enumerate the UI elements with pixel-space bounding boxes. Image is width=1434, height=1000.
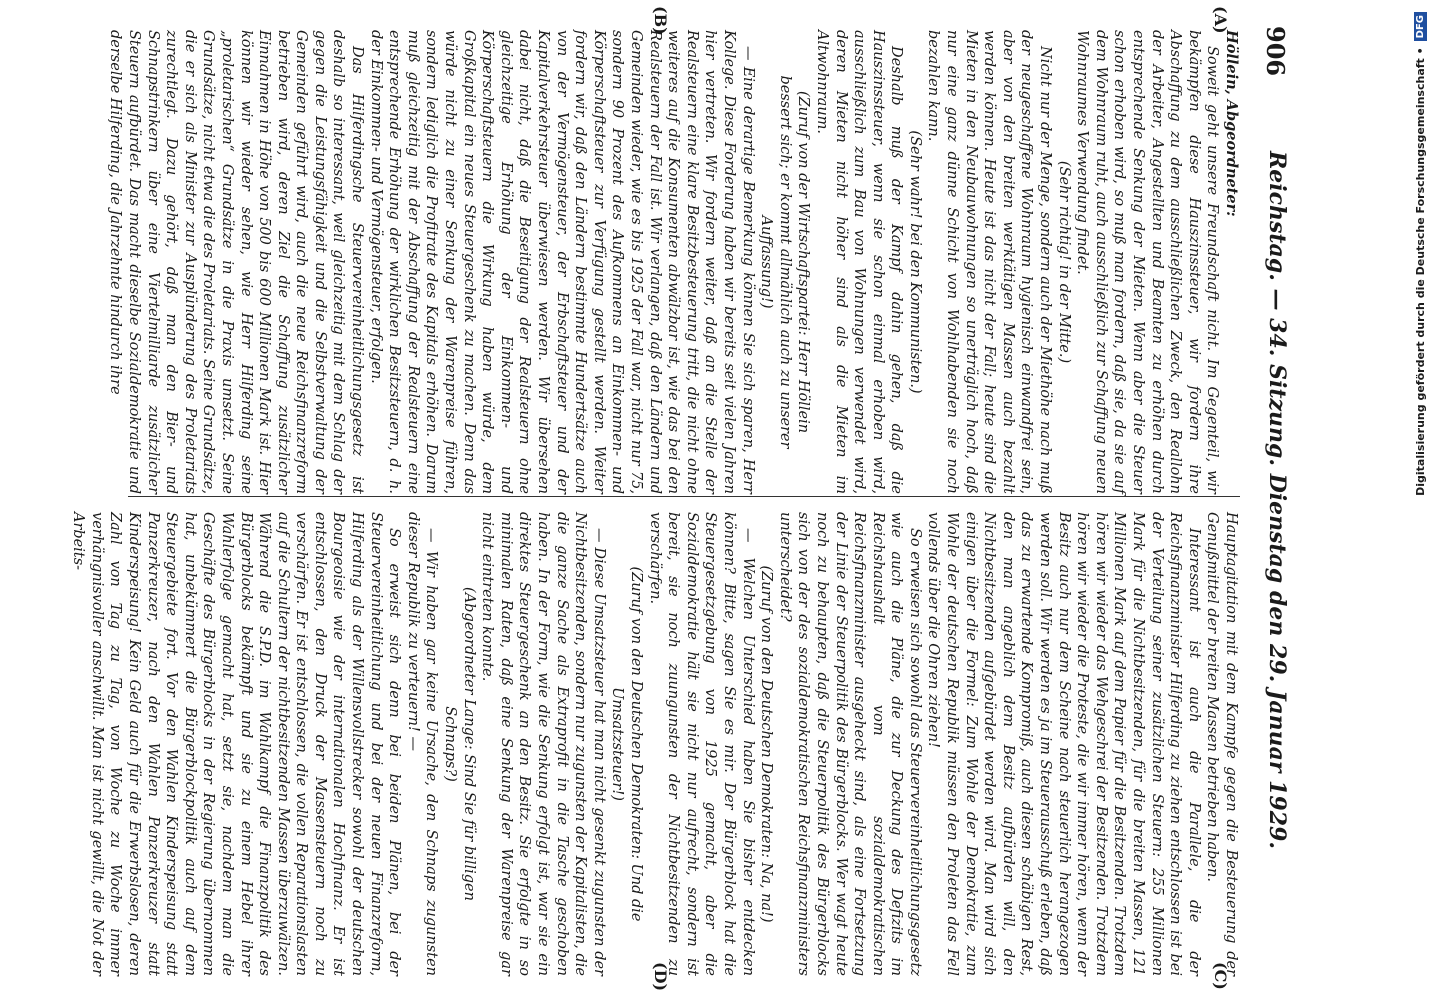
- interjection: (Sehr wahr! bei den Kommunisten.): [906, 130, 923, 394]
- margin-marker-d: (D): [651, 962, 670, 992]
- paragraph: Das Hilferdingsche Steuervereinheitlichungsgesetz ist deshalb so interessant, weil gleichzeitig mit dem Schlag der gegen die Leistungsfähigkeit und die Selbstverwaltung der Gemeinden geführt wird, auch die neue Reichsfinanzreform betrieben wird, deren Ziel die Schaffung zusätzlicher Einnahmen in Höhe von 500 bis 600 Millionen Mark ist. Hier können wir wieder sehen, wie Herr Hilferding seine „proletarischen“ Grundsätze in die Praxis umsetzt. Seine Grundsätze, nicht etwa die des Proletariats. Seine Grundsätze, die er sich als Minister zur Ausplünderung des Proletariats zurechtlegt. Dazu gehört, daß man den Bier- und Schnapstrinkern über eine Viertelmilliarde zusätzlicher Steuern aufbürdet. Das macht dieselbe Sozialdemokratie und derselbe Hilferding, die Jahrzehnte hindurch ihre: [107, 30, 366, 494]
- paragraph: Interessant ist auch die Parallele, die der Reichsfinanzminister Hilferding zu ziehen entschlossen ist bei der Verteilung seiner zusätzlichen Steuern: 255 Millionen Mark für die Nichtbesitzenden, für die breiten Massen, 121 Millionen Mark auf dem Papier für die Besitzenden. Trotzdem hören wir wieder das Wehgeschrei der Besitzenden. Trotzdem hören wir wieder die Proteste, die wir immer hören, wenn der Besitz auch nur dem Scheine nach steuerlich herangezogen werden soll. Wir werden es ja im Steuerausschuß erleben, daß das zu erwartende Kompromiß, auch diesen schäbigen Rest, den man angeblich dem Besitz aufbürden will, den Nichtbesitzenden aufgebürdet werden wird. Man wird sich einigen über die Formel: Zum Wohle der Demokratie, zum Wohle der deutschen Republik müssen den Proleten das Fell vollends über die Ohren ziehen!: [925, 512, 1202, 976]
- interjection: (Zuruf von den Deutschen Demokraten: Und die Umsatzsteuer!): [609, 566, 644, 922]
- left-column: [107, 30, 1240, 494]
- margin-marker-b: (B): [651, 6, 670, 35]
- paragraph: — Welchen Unterschied haben Sie bisher entdecken können? Bitte, sagen Sie es mir. Der Bürgerblock hat die Steuergesetzgebung von 1925 gemacht, aber die Sozialdemokratie hält sie nicht nur aufrecht, sondern ist bereit, sie noch zuungunsten der Nichtbesitzenden zu verschärfen.: [646, 512, 756, 976]
- digitization-credit: [1411, 12, 1429, 772]
- interjection: (Zuruf von den Deutschen Demokraten: Na, na!): [758, 565, 775, 923]
- page-title: Reichstag. — 34. Sitzung. Dienstag den 29. Januar 1929.: [1264, 150, 1290, 849]
- interjection: (Sehr richtig! in der Mitte.): [1055, 160, 1072, 364]
- interjection: (Zuruf von der Wirtschaftspartei: Herr Höllein bessert sich; er kommt allmählich auch zu unserer Auffassung!): [758, 75, 812, 449]
- paragraph: Deshalb muß der Kampf dahin gehen, daß die Hauszinssteuer, wenn sie schon einmal erhoben wird, ausschließlich zum Bau von Wohnungen verwendet wird, deren Mieten nicht höher sind als die Mieten im Altwohnraum.: [813, 30, 905, 494]
- credit-text: Digitalisierung gefördert durch die Deutsche Forschungsgemeinschaft •: [1413, 47, 1427, 496]
- dfg-logo: DFG: [1414, 12, 1427, 41]
- paragraph: — Diese Umsatzsteuer hat man nicht gesenkt zugunsten der Nichtbesitzenden, sondern nur zugunsten der Kapitalisten, die die ganze Sache als Extraprofit in die Tasche geschoben haben. In der Form, wie die Senkung erfolgt ist, war sie ein direktes Steuergeschenk an den Besitz. Sie erfolgte in so minimalen Raten, daß eine Senkung der Warenpreise gar nicht eintreten konnte.: [479, 512, 607, 976]
- paragraph: So erweist sich denn bei beiden Plänen, bei der Steuervereinheitlichung und bei der neuen Finanzreform, Hilferding als der Willensvollstrecker sowohl der deutschen Bourgeoisie wie der internationalen Hochfinanz. Er ist entschlossen, den Druck der Massensteuern noch zu verschärfen. Er ist entschlossen, die vollen Reparationslasten auf die Schultern der nichtbesitzenden Massen überzuwälzen. Während die S.P.D. im Wahlkampf die Finanzpolitik des Bürgerblocks bekämpft und sie zu einem Hebel ihrer Wahlerfolge gemacht hat, setzt sie, nachdem man die Geschäfte des Bürgerblocks in der Regierung übernommen hat, unbekümmert die Bürgerblockpolitik auch auf dem Steuergebiete fort. Vor den Wahlen Kinderspeisung statt Panzerkreuzer, nach den Wahlen Panzerkreuzer statt Kinderspeisung! Kein Geld auch für die Erwerbslosen, deren Zahl von Tag zu Tag, von Woche zu Woche immer verhängnisvoller anschwillt. Man ist nicht gewillt, die Not der Arbeits-: [70, 512, 403, 976]
- page-header: [1256, 20, 1292, 960]
- page-number: 906: [1261, 26, 1290, 77]
- column-divider: [128, 496, 1240, 497]
- paragraph: So erweisen sich sowohl das Steuervereinheitlichungsgesetz wie auch die Pläne, die zur Deckung des Defizits im Reichshaushalt vom sozialdemokratischen Reichsfinanzminister ausgeheckt sind, als eine Fortsetzung der Linie der Steuerpolitik des Bürgerblocks. Wer wagt heute noch zu behaupten, daß die Steuerpolitik des Bürgerblocks sich von der des sozialdemokratischen Reichsfinanzministers unterscheidet?: [776, 512, 923, 976]
- right-column: [70, 512, 1240, 976]
- rotated-document-page: [70, 2, 1310, 998]
- interjection: (Abgeordneter Lange: Sind Sie für billigen Schnaps?): [442, 587, 477, 901]
- paragraph: Hauptagitation mit dem Kampfe gegen die Besteuerung der Genußmittel der breiten Massen betrieben haben.: [1204, 512, 1239, 976]
- paragraph: — Eine derartige Bemerkung können Sie sich sparen, Herr Kollege. Diese Forderung haben wir bereits seit vielen Jahren hier vertreten. Wir fordern weiter, daß an die Stelle der Realsteuern eine klare Besitzbesteuerung tritt, die nicht ohne weiteres auf die Konsumenten abwälzbar ist, wie das bei den Realsteuern der Fall ist. Wir verlangen, daß den Ländern und Gemeinden wieder, wie es bis 1925 der Fall war, nicht nur 75, sondern 90 Prozent des Aufkommens an Einkommen- und Körperschaftsteuer zur Verfügung gestellt werden. Weiter fordern wir, daß den Ländern bestimmte Hundertsätze auch von der Vermögensteuer, der Erbschaftsteuer und der Kapitalverkehrsteuer überwiesen werden. Wir übersehen dabei nicht, daß die Beseitigung der Realsteuern ohne gleichzeitige Erhöhung der Einkommen- und Körperschaftsteuern die Wirkung haben würde, dem Großkapital ein neues Steuergeschenk zu machen. Denn das würde nicht zu einer Senkung der Warenpreise führen, sondern lediglich die Profitrate des Kapitals erhöhen. Darum muß gleichzeitig mit der Abschaffung der Realsteuern eine entsprechende Erhöhung der wirklichen Besitzsteuern, d. h. der Einkommen- und Vermögensteuer, erfolgen.: [367, 30, 756, 494]
- paragraph: Soweit geht unsere Freundschaft nicht. Im Gegenteil, wir bekämpfen diese Hauszinssteuer, wir fordern ihre Abschaffung zu dem ausschließlichen Zweck, den Reallohn der Arbeiter, Angestellten und Beamten zu erhöhen durch entsprechende Senkung der Mieten. Wenn aber die Steuer schon erhoben wird, so muß man fordern, daß sie, da sie auf dem Wohnraum ruht, auch ausschließlich zur Schaffung neuen Wohnraumes Verwendung findet.: [1074, 30, 1221, 494]
- paragraph: Nicht nur der Menge, sondern auch der Miethöhe nach muß der neugeschaffene Wohnraum hygienisch einwandfrei sein, aber von den breiten werktätigen Massen auch bezahlt werden können. Heute ist das nicht der Fall; heute sind die Mieten in den Neubauwohnungen so unerträglich hoch, daß nur eine ganz dünne Schicht von Wohlhabenden sie noch bezahlen kann.: [925, 30, 1054, 494]
- margin-marker-c: (C): [1211, 962, 1230, 990]
- paragraph: — Wir haben gar keine Ursache, den Schnaps zugunsten dieser Republik zu verteuern! —: [404, 512, 440, 976]
- margin-marker-a: (A): [1211, 6, 1230, 34]
- speaker-name: Höllein, Abgeordneter:: [1223, 30, 1240, 217]
